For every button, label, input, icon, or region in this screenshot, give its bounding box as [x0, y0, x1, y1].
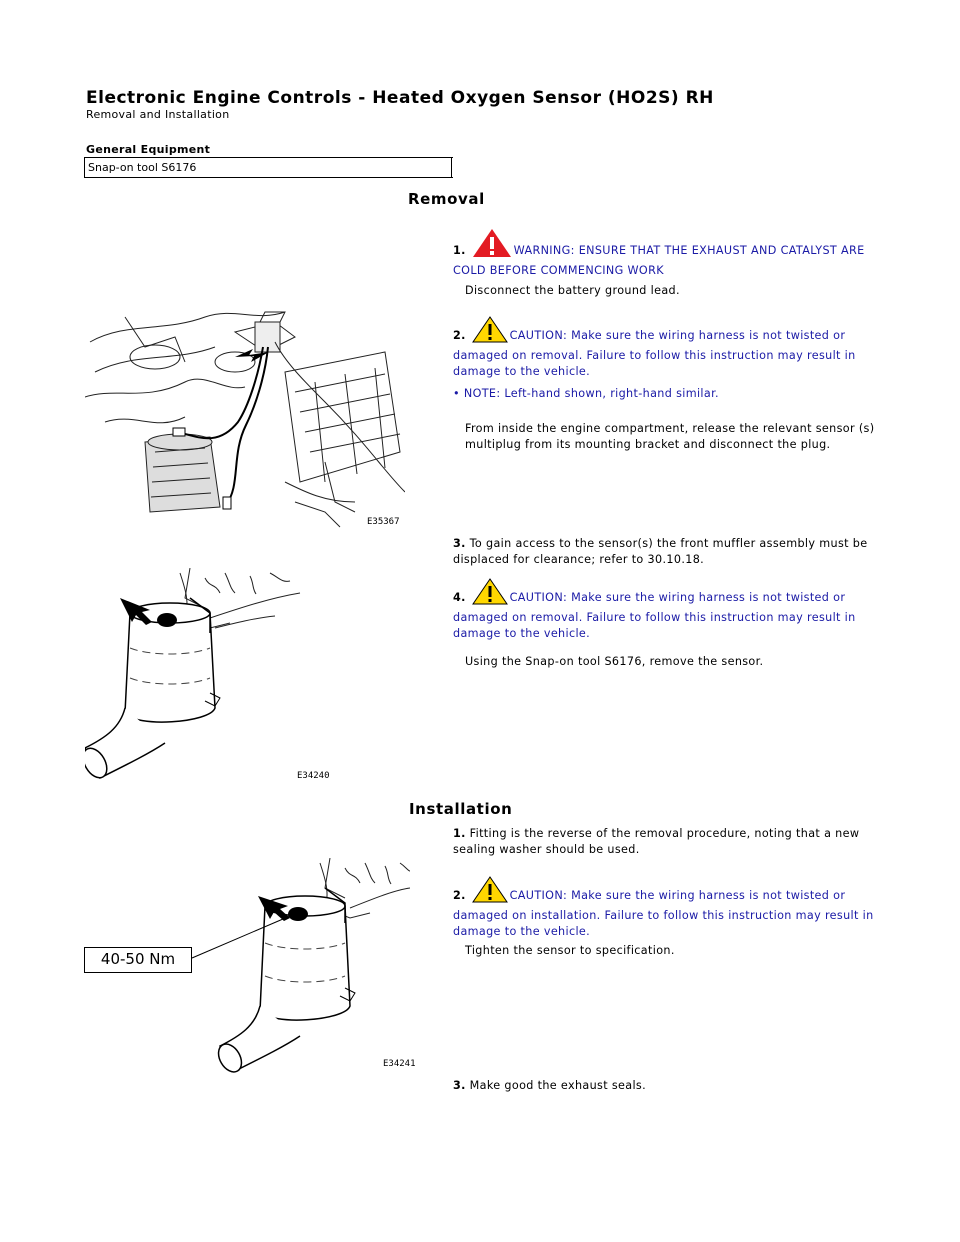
equipment-label: General Equipment — [86, 143, 211, 156]
step-number: 2. — [453, 889, 466, 902]
figure-sensor-removal — [85, 568, 330, 788]
step-number: 3. — [453, 1079, 466, 1092]
installation-heading: Installation — [409, 800, 513, 818]
figure-label: E34241 — [383, 1059, 416, 1069]
caution-icon — [472, 316, 508, 348]
figure-label: E34240 — [297, 771, 330, 781]
removal-step-2-action: From inside the engine compartment, release the relevant sensor (s) multiplug from its mounting bracket and disconnect the plug. — [465, 422, 875, 451]
page-title: Electronic Engine Controls - Heated Oxygen Sensor (HO2S) RH — [86, 88, 714, 108]
step-number: 3. — [453, 537, 466, 550]
removal-step-1-action: Disconnect the battery ground lead. — [465, 284, 680, 297]
installation-step-3 — [453, 1078, 883, 1094]
removal-step-4 — [453, 578, 883, 642]
removal-note: • NOTE: Left-hand shown, right-hand similar. — [453, 387, 719, 400]
step-text: Make good the exhaust seals. — [469, 1079, 647, 1092]
installation-step-2 — [453, 876, 883, 940]
removal-step-1 — [453, 228, 883, 279]
step-number: 1. — [453, 827, 466, 840]
step-text: To gain access to the sensor(s) the front muffler assembly must be displaced for clearance; refer to 30.10.18. — [453, 537, 868, 566]
step-number: 2. — [453, 329, 466, 342]
step-number: 4. — [453, 591, 466, 604]
figure-label: E35367 — [367, 517, 400, 527]
equipment-table — [84, 157, 453, 178]
caution-text: CAUTION: Make sure the wiring harness is not twisted or damaged on installation. Failure to follow this instruction may result in damage to the vehicle. — [453, 889, 874, 938]
caution-icon — [472, 578, 508, 610]
removal-heading: Removal — [408, 190, 485, 208]
caution-icon — [472, 876, 508, 908]
equipment-item: Snap-on tool S6176 — [85, 158, 452, 177]
removal-step-2 — [453, 316, 883, 380]
installation-step-1 — [453, 826, 883, 858]
warning-text: WARNING: ENSURE THAT THE EXHAUST AND CATALYST ARE COLD BEFORE COMMENCING WORK — [453, 244, 865, 277]
removal-step-4-action: Using the Snap-on tool S6176, remove the sensor. — [465, 655, 764, 668]
step-number: 1. — [453, 244, 466, 257]
figure-sensor-install — [80, 858, 416, 1073]
installation-step-2-action: Tighten the sensor to specification. — [465, 944, 675, 957]
removal-step-3 — [453, 536, 883, 568]
step-text: Fitting is the reverse of the removal procedure, noting that a new sealing washer should be used. — [453, 827, 860, 856]
caution-text: CAUTION: Make sure the wiring harness is not twisted or damaged on removal. Failure to follow this instruction may result in damage to the vehicle. — [453, 329, 856, 378]
torque-specification-label: 40-50 Nm — [84, 947, 192, 973]
page-subtitle: Removal and Installation — [86, 108, 230, 121]
caution-text: CAUTION: Make sure the wiring harness is not twisted or damaged on removal. Failure to follow this instruction may result in damage to the vehicle. — [453, 591, 856, 640]
warning-icon — [472, 228, 512, 263]
figure-engine-multiplug — [85, 302, 405, 532]
